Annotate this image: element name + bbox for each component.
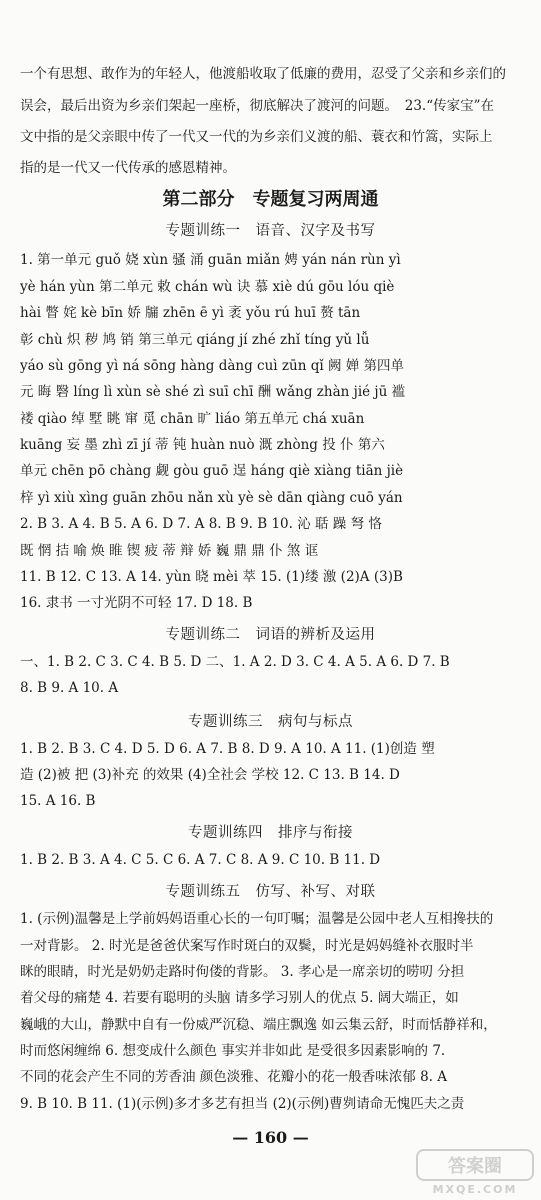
answer-line: 既 惘 拮 喻 焕 睢 锲 疲 蒂 辩 娇 巍 鼎 鼎 仆 煞 诓 [20, 543, 319, 559]
answer-line: 2. B 3. A 4. B 5. A 6. D 7. A 8. B 9. B 10. 沁 聒 躁 弩 恪 [20, 516, 382, 532]
answer-line: 彰 chù 炽 秽 鸠 销 第三单元 qiáng jí zhé zhǐ tíng yǔ lǚ [20, 332, 370, 348]
intro-line-4: 指的是一代又一代传承的感恩精神。 [20, 160, 236, 176]
answer-line: 元 晦 䃜 líng lì xùn sè shé zì suī chī 酬 wǎng zhàn jié jū 褴 [20, 384, 406, 400]
section-title-1: 专题训练一 语音、汉字及书写 [165, 223, 376, 239]
section-title-4: 专题训练四 排序与衔接 [188, 825, 353, 841]
answer-line: 8. B 9. A 10. A [20, 680, 119, 696]
answer-line: 眯的眼睛，时光是奶奶走路时佝偻的背影。 3. 孝心是一席亲切的唠叨 分担 [20, 964, 465, 980]
answer-line: 梓 yì xiù xìng guān zhōu nǎn xù yè sè dān qiàng cuō yán [20, 490, 403, 506]
section-title-3: 专题训练三 病句与标点 [188, 714, 353, 730]
page-number: — 160 — [232, 1128, 309, 1147]
answer-line: 1. B 2. B 3. A 4. C 5. C 6. A 7. C 8. A 9. C 10. B 11. D [20, 852, 381, 868]
watermark-logo [415, 1148, 535, 1196]
intro-line-1: 一个有思想、敢作为的年轻人，他渡船收取了低廉的费用，忍受了父亲和乡亲们的 [20, 66, 506, 82]
intro-line-2: 误会，最后出资为乡亲们架起一座桥，彻底解决了渡河的问题。 23.“传家宝”在 [20, 98, 495, 114]
answer-line: kuāng 妄 墨 zhì zī jí 蒂 钝 huàn nuò 溉 zhòng 投 仆 第六 [20, 437, 385, 453]
watermark-url: MXQE.COM [432, 1183, 518, 1196]
answer-line: 巍峨的大山，静默中自有一份威严沉稳、端庄飘逸 如云集云舒，时而恬静祥和， [20, 1017, 497, 1033]
answer-line: yè hán yùn 第二单元 敕 chán wù 诀 慕 xiè dú gōu lóu qiè [20, 279, 395, 295]
answer-line: 造 (2)被 把 (3)补充 的效果 (4)全社会 学校 12. C 13. B 14. D [20, 767, 400, 783]
watermark-text: 答案圈 [448, 1156, 502, 1177]
section-title-2: 专题训练二 词语的辨析及运用 [165, 627, 376, 643]
answer-line: 1. (示例)温馨是上学前妈妈语重心长的一句叮嘱；温馨是公园中老人互相搀扶的 [20, 911, 494, 927]
section-title-5: 专题训练五 仿写、补写、对联 [165, 884, 376, 900]
answer-line: hài 瞥 姹 kè bīn 娇 牖 zhēn ē yì 袤 yǒu rú huī 赘 tān [20, 305, 361, 321]
answer-line: 着父母的痛楚 4. 若要有聪明的头脑 请多学习别人的优点 5. 阔大端正，如 [20, 990, 459, 1006]
answer-line: yáo sù gōng yì ná sōng hàng dàng cuì zūn qǐ 阙 婵 第四单 [20, 358, 405, 374]
answer-line: 不同的花会产生不同的芳香油 颜色淡雅、花瓣小的花一般香味浓郁 8. A [20, 1069, 448, 1085]
answer-line: 1. B 2. B 3. C 4. D 5. D 6. A 7. B 8. D 9. A 10. A 11. (1)创造 塑 [20, 741, 435, 757]
answer-line: 9. B 10. B 11. (1)(示例)多才多艺有担当 (2)(示例)曹刿请命无愧匹夫之责 [20, 1096, 465, 1112]
part-title: 第二部分 专题复习两周通 [162, 189, 379, 210]
answer-line: 褛 qiào 绰 墅 眺 窜 觅 chān 旷 liáo 第五单元 chá xuān [20, 411, 365, 427]
intro-line-3: 文中指的是父亲眼中传了一代又一代的为乡亲们义渡的船、蓑衣和竹篙，实际上 [20, 129, 493, 145]
answer-line: 单元 chēn pō chàng 觑 gòu guō 逞 háng qiè xiàng tiān jiè [20, 463, 404, 479]
answer-line: 15. A 16. B [20, 793, 96, 809]
watermark-icon [415, 1148, 535, 1196]
answer-line: 16. 隶书 一寸光阴不可轻 17. D 18. B [20, 595, 253, 611]
answer-line: 时而悠闲缠绵 6. 想变成什么颜色 事实并非如此 是受很多因素影响的 7. [20, 1043, 446, 1059]
answer-line: 一、1. B 2. C 3. C 4. B 5. D 二、1. A 2. D 3. C 4. A 5. A 6. D 7. B [20, 654, 450, 670]
answer-line: 1. 第一单元 guǒ 娆 xùn 骚 涌 guān miǎn 娉 yán nán rùn yì [20, 252, 401, 268]
answer-line: 11. B 12. C 13. A 14. yùn 晓 mèi 萃 15. (1)缕 激 (2)A (3)B [20, 569, 403, 585]
answer-line: 一对背影。 2. 时光是爸爸伏案写作时斑白的双鬓，时光是妈妈缝补衣服时半 [20, 938, 474, 954]
